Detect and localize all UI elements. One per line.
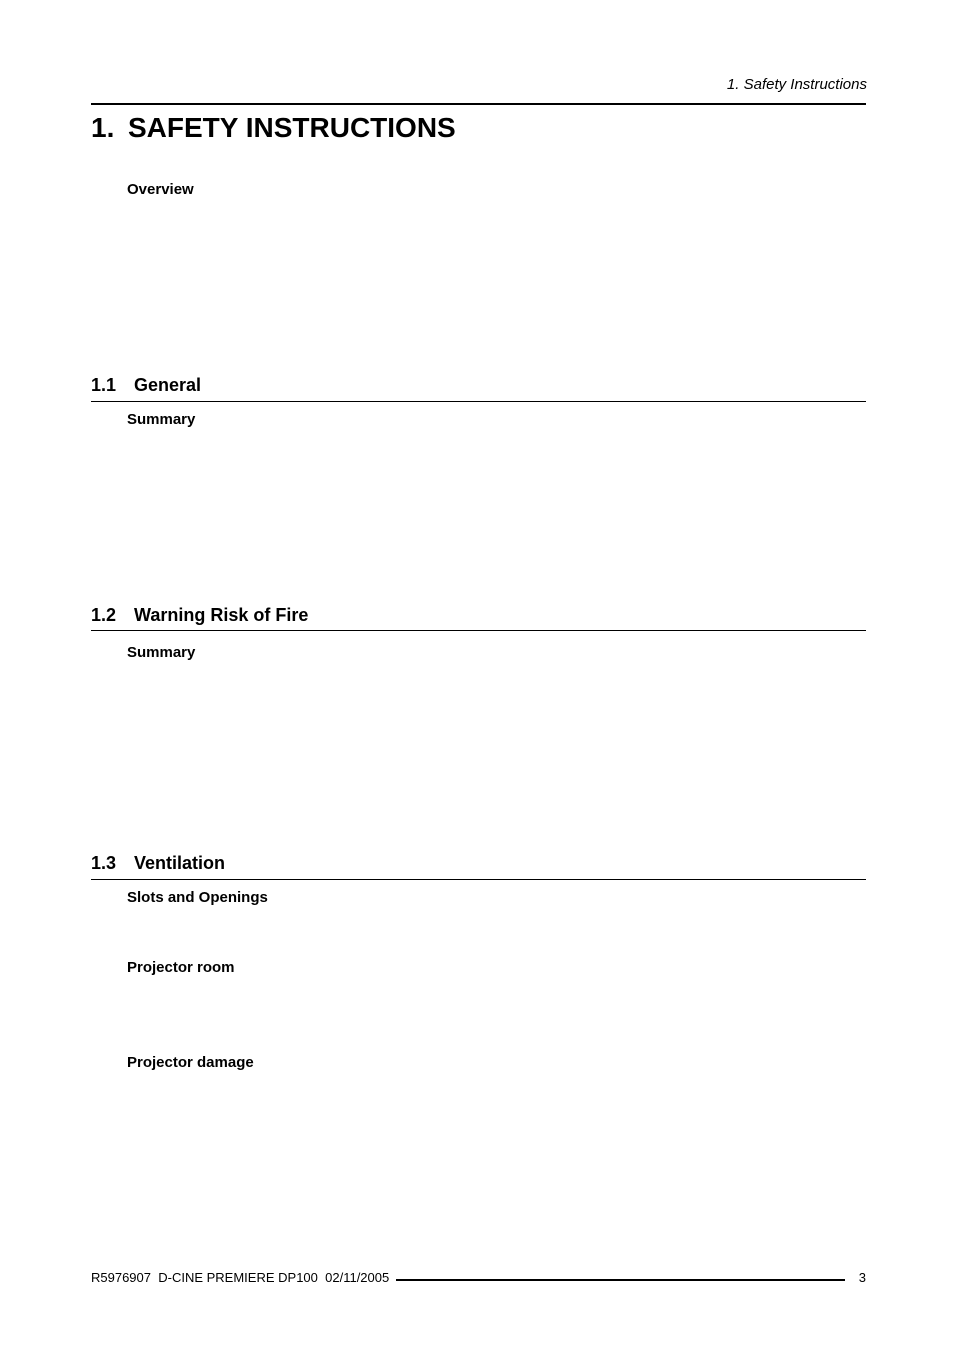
chapter-title-text: SAFETY INSTRUCTIONS [128, 112, 456, 143]
running-header: 1. Safety Instructions [726, 76, 867, 93]
page-number: 3 [858, 1269, 866, 1285]
section-number: 1.1 [91, 375, 117, 395]
projector-damage-heading: Projector damage [127, 1054, 254, 1071]
chapter-number: 1. [91, 112, 115, 143]
section-title: Warning Risk of Fire [134, 605, 309, 625]
slots-and-openings-heading: Slots and Openings [127, 889, 268, 906]
section-title: General [134, 375, 202, 395]
summary-heading: Summary [127, 644, 196, 661]
section-heading-warning-risk-of-fire [91, 605, 308, 626]
section-heading-ventilation [91, 853, 225, 874]
section-number: 1.3 [91, 853, 117, 873]
page-footer [91, 1268, 866, 1286]
section-heading-general [91, 375, 201, 396]
section-number: 1.2 [91, 605, 117, 625]
section-rule [91, 879, 866, 880]
footer-rule [396, 1279, 845, 1281]
projector-room-heading: Projector room [127, 959, 235, 976]
section-rule [91, 401, 866, 402]
summary-heading: Summary [127, 411, 196, 428]
footer-doc-id: R5976907 [91, 1269, 151, 1285]
chapter-title [91, 112, 456, 144]
footer-product: D-CINE PREMIERE DP100 [158, 1269, 318, 1285]
section-rule [91, 630, 866, 631]
footer-date: 02/11/2005 [325, 1269, 390, 1285]
section-title: Ventilation [134, 853, 226, 873]
overview-heading: Overview [127, 181, 194, 198]
header-rule [91, 103, 866, 105]
